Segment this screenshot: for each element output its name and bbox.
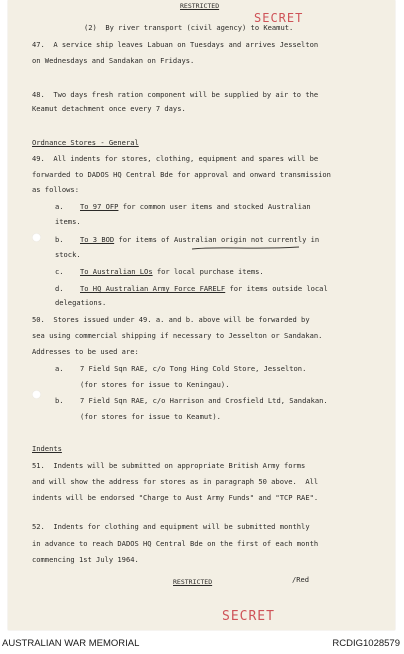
text-line: Addresses to be used are: (32, 347, 139, 356)
list-label: a. (55, 364, 64, 373)
archive-name: AUSTRALIAN WAR MEMORIAL (2, 638, 140, 649)
list-label: a. (55, 202, 64, 211)
text-line: commencing 1st July 1964. (32, 555, 139, 564)
text-line: 50. Stores issued under 49. a. and b. above will be forwarded by (32, 315, 310, 324)
list-label: c. (55, 267, 64, 276)
text-line: stock. (55, 250, 81, 259)
text-line: on Wednesdays and Sandakan on Fridays. (32, 56, 195, 65)
handwritten-underline (191, 245, 301, 251)
list-item-text (80, 268, 264, 276)
text-line: items. (55, 217, 81, 226)
text-line: 49. All indents for stores, clothing, equipment and spares will be (32, 154, 319, 163)
address-line: 7 Field Sqn RAE, c/o Harrison and Crosfield Ltd, Sandakan. (80, 396, 328, 405)
text-line: forwarded to DADOS HQ Central Bde for approval and onward transmission (32, 170, 331, 179)
list-item-rest: for local purchase items. (152, 267, 264, 276)
text-line: and will show the address for stores as in paragraph 50 above. All (32, 477, 319, 486)
restricted-marking-top: RESTRICTED (180, 2, 220, 10)
address-line: 7 Field Sqn RAE, c/o Tong Hing Cold Store, Jesselton. (80, 364, 307, 373)
text-line: 51. Indents will be submitted on appropriate British Army forms (32, 461, 306, 470)
list-item-rest: for common user items and stocked Australian (118, 202, 311, 211)
list-label: d. (55, 284, 64, 293)
text-line: 52. Indents for clothing and equipment will be submitted monthly (32, 522, 310, 531)
list-item-rest: for items outside local (225, 284, 328, 293)
punch-hole (32, 390, 41, 399)
list-item-link: To Australian LOs (80, 267, 153, 276)
address-line: (for stores for issue to Keningau). (80, 380, 230, 389)
section-heading-ordnance: Ordnance Stores - General (32, 138, 139, 147)
list-label: b. (55, 396, 64, 405)
list-item-text (80, 203, 311, 211)
list-item-link: To 97 OFP (80, 202, 119, 211)
page-reference: /Red (292, 575, 310, 584)
address-line: (for stores for issue to Keamut). (80, 412, 221, 421)
list-item-text (80, 236, 319, 244)
secret-stamp-top: SECRET (254, 11, 304, 25)
document-page (8, 0, 395, 630)
text-line: (2) By river transport (civil agency) to Keamut. (84, 23, 294, 32)
archive-id: RCDIG1028579 (332, 638, 400, 649)
secret-stamp-bottom: SECRET (222, 609, 275, 624)
text-line: Keamut detachment once every 7 days. (32, 104, 186, 113)
text-line: as follows: (32, 185, 79, 194)
text-line: 47. A service ship leaves Labuan on Tuesdays and arrives Jesselton (32, 40, 319, 49)
text-line: sea using commercial shipping if necessary to Jesselton or Sandakan. (32, 331, 323, 340)
section-heading-indents: Indents (32, 444, 62, 453)
text-line: indents will be endorsed "Charge to Aust Army Funds" and "TCP RAE". (32, 493, 319, 502)
list-item-link: To 3 BOD (80, 235, 115, 244)
punch-hole (32, 233, 41, 242)
list-item-rest: for items of Australian origin not currently in (114, 235, 320, 244)
archive-footer (0, 636, 404, 654)
list-label: b. (55, 235, 64, 244)
list-item-text (80, 285, 328, 293)
text-line: in advance to reach DADOS HQ Central Bde on the first of each month (32, 539, 319, 548)
list-item-link: To HQ Australian Army Force FARELF (80, 284, 226, 293)
text-line: 48. Two days fresh ration component will be supplied by air to the (32, 90, 319, 99)
text-line: delegations. (55, 298, 107, 307)
restricted-marking-bottom: RESTRICTED (173, 578, 213, 586)
